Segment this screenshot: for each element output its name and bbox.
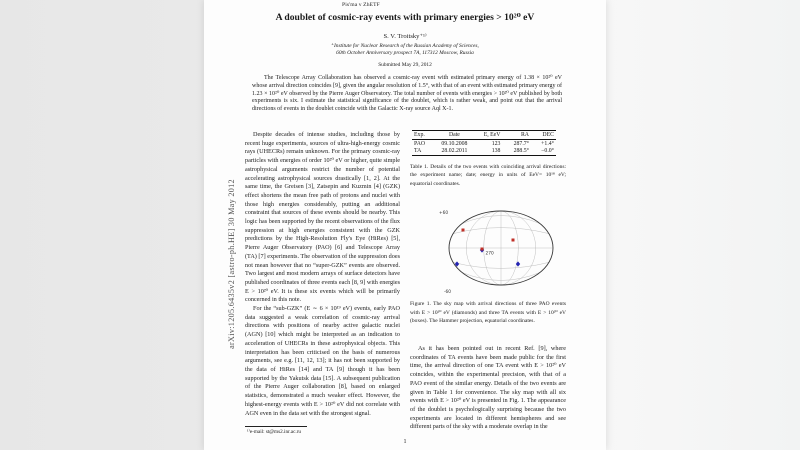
arxiv-stamp: arXiv:1205.6435v2 [astro-ph.HE] 30 May 2012 [227, 179, 236, 349]
table-cell: 123 [491, 140, 501, 147]
sky-map-figure [438, 204, 560, 296]
dec-label-minus60: -60 [444, 290, 452, 295]
footnote-email: ¹⁾e-mail: st@ms2.inr.ac.ru [247, 429, 301, 435]
paper-title: A doublet of cosmic-ray events with primary energies > 10²⁰ eV [275, 12, 535, 23]
table-cell: 288.5° [513, 148, 529, 155]
events-table-header-row [412, 131, 556, 140]
abstract: The Telescope Array Collaboration has observed a cosmic-ray event with estimated primary energy of 1.38 × 10²⁰ eV whose arrival direction coincides [9], given the angular resolution of 1.5°, with that of an event with estimated primary energy of 1.23 × 10²⁰ eV observed by the Pierre Auger Observatory. The total number of events with energies > 10²⁰ eV published by both experiments is six. I estimate the statistical significance of the doublet, which is rather weak, and point out that the arrival directions of events in the doublet coincide with the Galactic X-ray source Aql X-1. [252, 75, 562, 113]
page-number: 1 [403, 439, 407, 445]
left-paragraph-2: For the “sub-GZK” (E ∼ 6 × 10¹⁹ eV) events, early PAO data suggested a weak correlation of cosmic-ray arrival directions with positions of nearby active galactic nuclei (AGN) [10] which might be interpreted as an indication to acceleration of UHECRs in these astrophysical objects. This interpretation has been criticised on the basis of numerous arguments, see e.g. [11, 12, 13]; it has not been supported by the data of HiRes [14] and TA [9] though it has been supported by the Yakutsk data [15]. A subsequent publication of the Pierre Auger collaboration [8], based on enlarged statistics, demonstrated a much weaker effect. However, the highest-energy events with E > 10²⁰ eV did not correlate with AGN even in the data set with the strongest signal. [245, 305, 400, 417]
ta-event-box-marker [512, 239, 515, 242]
table-cell: TA [414, 148, 422, 155]
ra-label-270: 270 [485, 251, 494, 257]
table-row [412, 140, 556, 148]
left-column [245, 131, 400, 418]
left-paragraph-1: Despite decades of intense studies, including those by recent huge experiments, sources of ultra-high-energy cosmic rays (UHECRs) remain unknown. For the primary cosmic-ray particles with energies of order 10²⁰ eV or higher, quite simple astrophysical arguments restrict the number of potential accelerating astrophysical sources drastically [1, 2]. At the same time, the Greisen [3], Zatsepin and Kuzmin [4] (GZK) effect shortens the mean free path of protons and nuclei with those high energies considerably, putting an additional constraint that sources of these events should be nearby. This logic has been supported by the recent observations of the flux suppression at high energies consistent with the GZK predictions by the High-Resolution Fly's Eye (HiRes) [5], Pierre Auger Observatory (PAO) [6] and Telescope Array (TA) [7] experiments. The observation of the suppression does not mean however that no “super-GZK” events are observed. Two largest and most modern arrays of surface detectors have published coordinates of three events each [8, 9] with energies E > 10²⁰ eV. It is these six events which will be primarily concerned in this note. [245, 131, 400, 304]
ta-event-box-marker [462, 229, 465, 232]
dec-label-plus60: +60 [439, 211, 449, 216]
table-header-cell: Exp. [412, 131, 434, 140]
journal-header: Pis'ma v ZhETF [342, 2, 380, 8]
pao-event-diamond-marker [516, 261, 520, 266]
footnote-rule [245, 426, 307, 427]
affiliation-line-1: ⁺Institute for Nuclear Research of the Russian Academy of Sciences, [331, 43, 479, 49]
figure-caption: Figure 1. The sky map with arrival directions of three PAO events with E > 10²⁰ eV (diamonds) and three TA events with E > 10²⁰ eV (boxes). The Hammer projection, equatorial coordinates. [410, 301, 566, 324]
table-header-cell: Date [434, 131, 476, 140]
table-cell: 138 [491, 148, 501, 155]
event-markers [455, 229, 520, 267]
table-cell: 287.7° [513, 140, 529, 147]
table-cell: PAO [414, 140, 426, 147]
right-column [410, 345, 566, 432]
ta-event-box-marker [481, 248, 484, 251]
table-caption: Table 1. Details of the two events with coinciding arrival directions: the experiment name; date; energy in units of EeV= 10¹⁸ eV; equatorial coordinates. [410, 164, 566, 187]
table-header-cell: DEC [531, 131, 556, 140]
author-line: S. V. Troitsky⁺¹⁾ [383, 33, 427, 40]
table-cell: +1.4° [541, 140, 554, 147]
table-cell: −0.0° [541, 148, 554, 155]
submitted-date: Submitted May 29, 2012 [378, 62, 432, 68]
table-header-cell: E, EeV [475, 131, 502, 140]
table-header-cell: RA [502, 131, 531, 140]
table-cell: 09.10.2008 [441, 140, 468, 147]
table-cell: 28.02.2011 [441, 148, 468, 155]
table-row [412, 148, 556, 156]
right-paragraph-1: As it has been pointed out in recent Ref. [9], where coordinates of TA events have been made public for the first time, the arrival direction of one TA event with E > 10²⁰ eV coincides, within the experimental precision, with that of a PAO event of the similar energy. Details of the two events are given in Table 1 for convenience. The sky map with all six events with E > 10²⁰ eV is presented in Fig. 1. The appearance of the doublet is psychologically surprising because the two experiments are located in different hemispheres and see different parts of the sky with a moderate overlap in the [410, 345, 566, 431]
events-table [412, 130, 556, 156]
affiliation-line-2: 60th October Anniversary prospect 7A, 117312 Moscow, Russia [336, 50, 474, 56]
